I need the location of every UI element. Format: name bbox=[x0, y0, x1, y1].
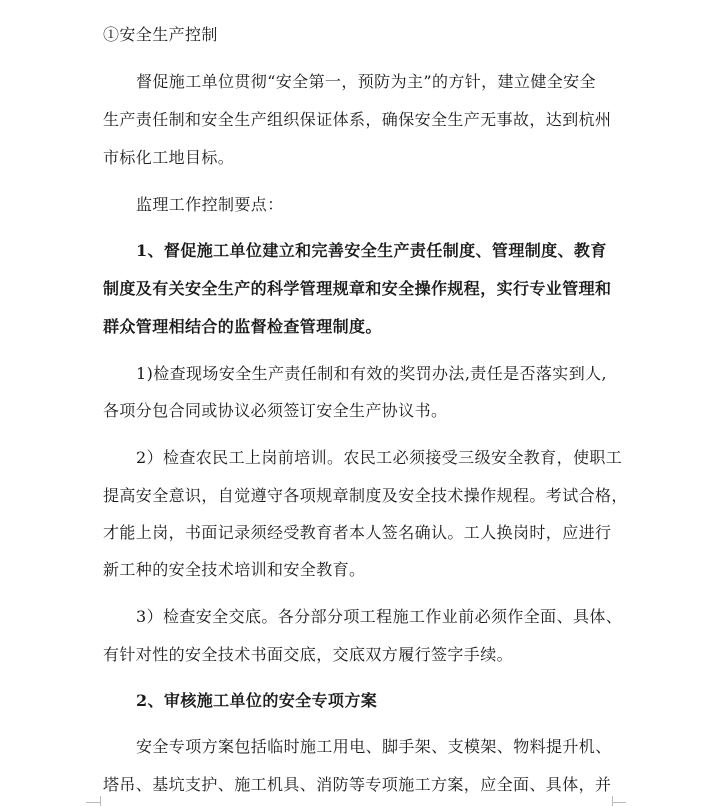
paragraph-line: 各项分包合同或协议必须签订安全生产协议书。 bbox=[103, 401, 448, 420]
margin-corner-mark bbox=[100, 796, 101, 806]
paragraph-line: 有针对性的安全技术书面交底，交底双方履行签字手续。 bbox=[103, 645, 514, 664]
section-heading: ①安全生产控制 bbox=[103, 25, 218, 44]
paragraph-line: 1)检查现场安全生产责任制和有效的奖罚办法,责任是否落实到人, bbox=[136, 364, 607, 383]
paragraph-line: 生产责任制和安全生产组织保证体系，确保安全生产无事故，达到杭州 bbox=[103, 110, 612, 129]
bold-paragraph-line: 制度及有关安全生产的科学管理规章和安全操作规程，实行专业管理和 bbox=[103, 279, 612, 298]
paragraph-line: 市标化工地目标。 bbox=[103, 148, 235, 167]
bold-paragraph-line: 1、督促施工单位建立和完善安全生产责任制度、管理制度、教育 bbox=[136, 241, 607, 260]
paragraph-line: 3）检查安全交底。各分部分项工程施工作业前必须作全面、具体、 bbox=[136, 607, 623, 626]
margin-corner-mark bbox=[86, 802, 100, 803]
paragraph-line: 监理工作控制要点： bbox=[136, 195, 284, 214]
bold-subheading: 2、审核施工单位的安全专项方案 bbox=[136, 691, 378, 710]
paragraph-line: 2）检查农民工上岗前培训。农民工必须接受三级安全教育，使职工 bbox=[136, 448, 623, 467]
margin-corner-mark bbox=[612, 796, 613, 806]
paragraph-line: 塔吊、基坑支护、施工机具、消防等专项施工方案，应全面、具体，并 bbox=[103, 775, 612, 794]
paragraph-line: 督促施工单位贯彻“安全第一，预防为主”的方针，建立健全安全 bbox=[136, 72, 596, 91]
paragraph-line: 新工种的安全技术培训和安全教育。 bbox=[103, 560, 366, 579]
paragraph-line: 安全专项方案包括临时施工用电、脚手架、支模架、物料提升机、 bbox=[136, 737, 612, 756]
margin-corner-mark bbox=[612, 802, 626, 803]
paragraph-line: 提高安全意识，自觉遵守各项规章制度及安全技术操作规程。考试合格， bbox=[103, 486, 628, 505]
paragraph-line: 才能上岗，书面记录须经受教育者本人签名确认。工人换岗时，应进行 bbox=[103, 523, 612, 542]
bold-paragraph-line: 群众管理相结合的监督检查管理制度。 bbox=[103, 317, 382, 336]
